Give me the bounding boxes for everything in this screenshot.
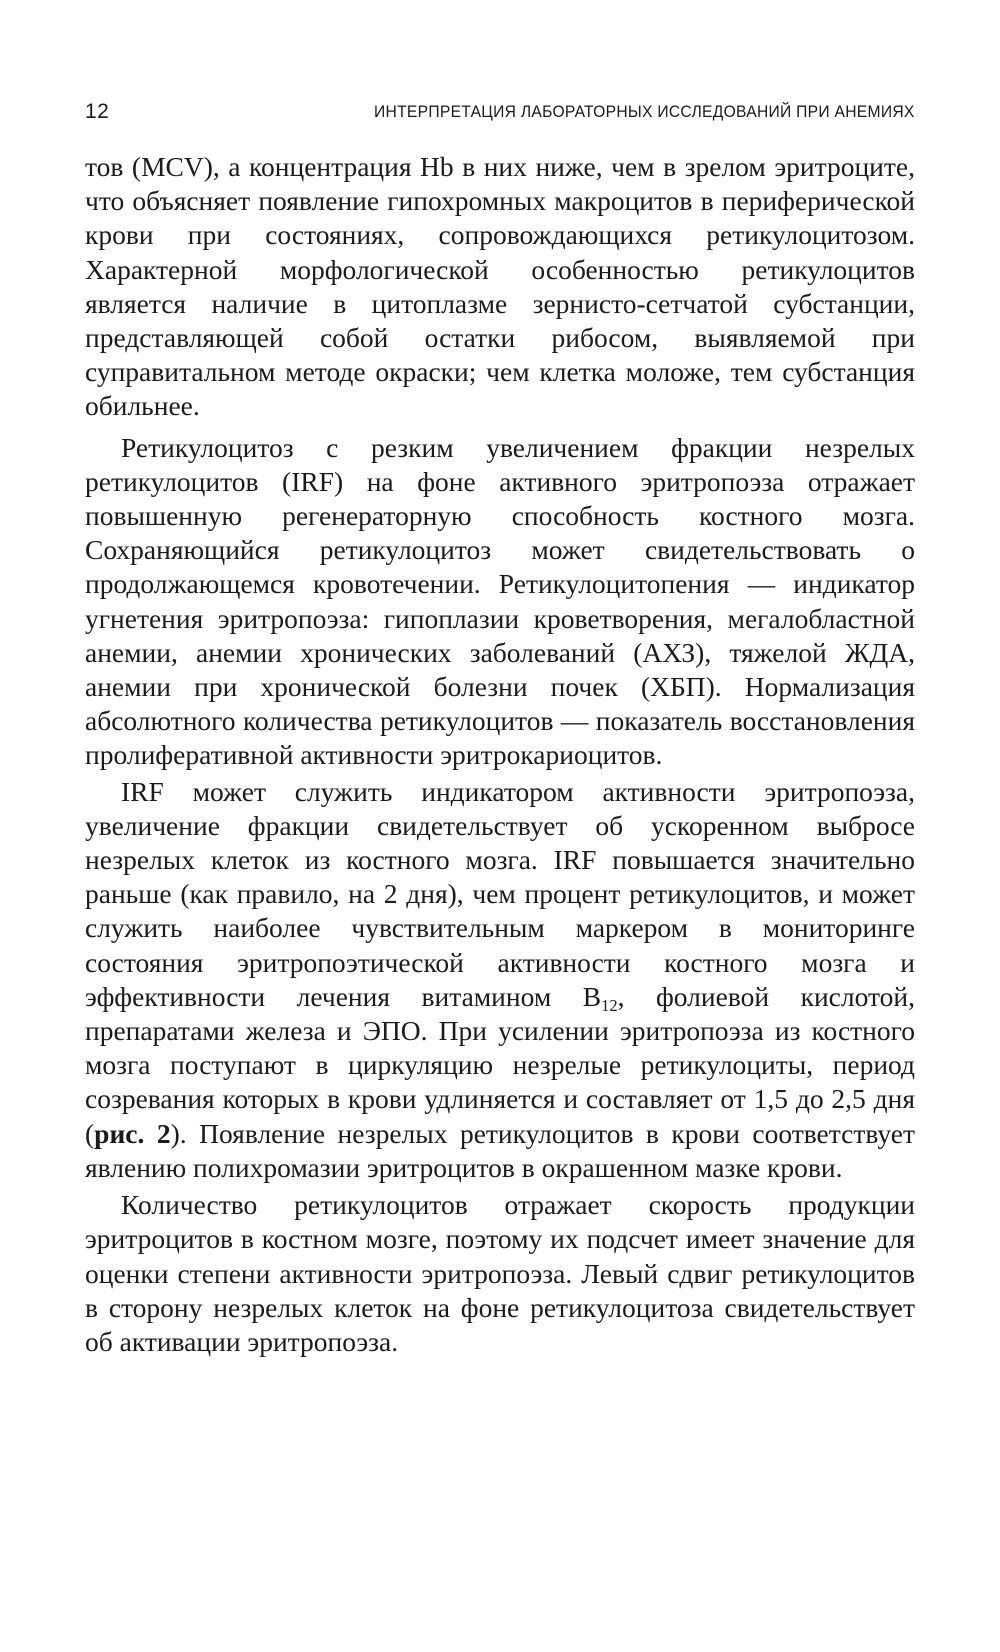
paragraph-3 (85, 775, 915, 1185)
figure-reference: рис. 2 (94, 1117, 171, 1149)
paragraph-3-text-b: , фолиевой кислотой, препаратами железа и ЭПО. При усилении эритропоэза из костного мозга поступают в циркуляцию незрелые ретикулоциты, период созревания которых в крови удлиняется и составляет от 1,5 до 2,5 дня ( (85, 980, 915, 1149)
vitamin-subscript: 12 (601, 995, 618, 1015)
paragraph-2: Ретикулоцитоз с резким увеличением фракции незрелых ретикулоцитов (IRF) на фоне активного эритропоэза отражает повышенную регенераторную способность костного мозга. Сохраняющийся ретикулоцитоз может свидетельствовать о продолжающемся кровотечении. Ретикулоцитопения — индикатор угнетения эритропоэза: гипоплазии кроветворения, мегалобластной анемии, анемии хронических заболеваний (АХЗ), тяжелой ЖДА, анемии при хронической болезни почек (ХБП). Нормализация абсолютного количества ретикулоцитов — показатель восстановления пролиферативной активности эритрокариоцитов. (85, 431, 915, 771)
body-text (85, 150, 915, 1359)
paragraph-3-text-c: ). Появление незрелых ретикулоцитов в крови соответствует явлению полихромазии эритроцитов в окрашенном мазке крови. (85, 1117, 915, 1183)
paragraph-1: тов (MCV), а концентрация Hb в них ниже, чем в зрелом эритроците, что объясняет появление гипохромных макроцитов в периферической крови при состояниях, сопровождающихся ретикулоцитозом. Характерной морфологической особенностью ретикулоцитов является наличие в цитоплазме зернисто-сетчатой субстанции, представляющей собой остатки рибосом, выявляемой при суправитальном методе окраски; чем клетка моложе, тем субстанция обильнее. (85, 151, 915, 422)
paragraph-3-text-a: IRF может служить индикатором активности эритропоэза, увеличение фракции свидетельствует об ускоренном выбросе незрелых клеток из костного мозга. IRF повышается значительно раньше (как правило, на 2 дня), чем процент ретикулоцитов, и может служить наиболее чувствительным маркером в мониторинге состояния эритропоэтической активности костного мозга и эффективности лечения витамином B (85, 775, 915, 1012)
page-number: 12 (85, 100, 110, 123)
paragraph-4: Количество ретикулоцитов отражает скорость продукции эритроцитов в костном мозге, поэтому их подсчет имеет значение для оценки степени активности эритропоэза. Левый сдвиг ретикулоцитов в сторону незрелых клеток на фоне ретикулоцитоза свидетельствует об активации эритропоэза. (85, 1189, 915, 1357)
running-title: ИНТЕРПРЕТАЦИЯ ЛАБОРАТОРНЫХ ИССЛЕДОВАНИЙ ПРИ АНЕМИЯХ (374, 102, 915, 121)
page-header (85, 100, 915, 130)
